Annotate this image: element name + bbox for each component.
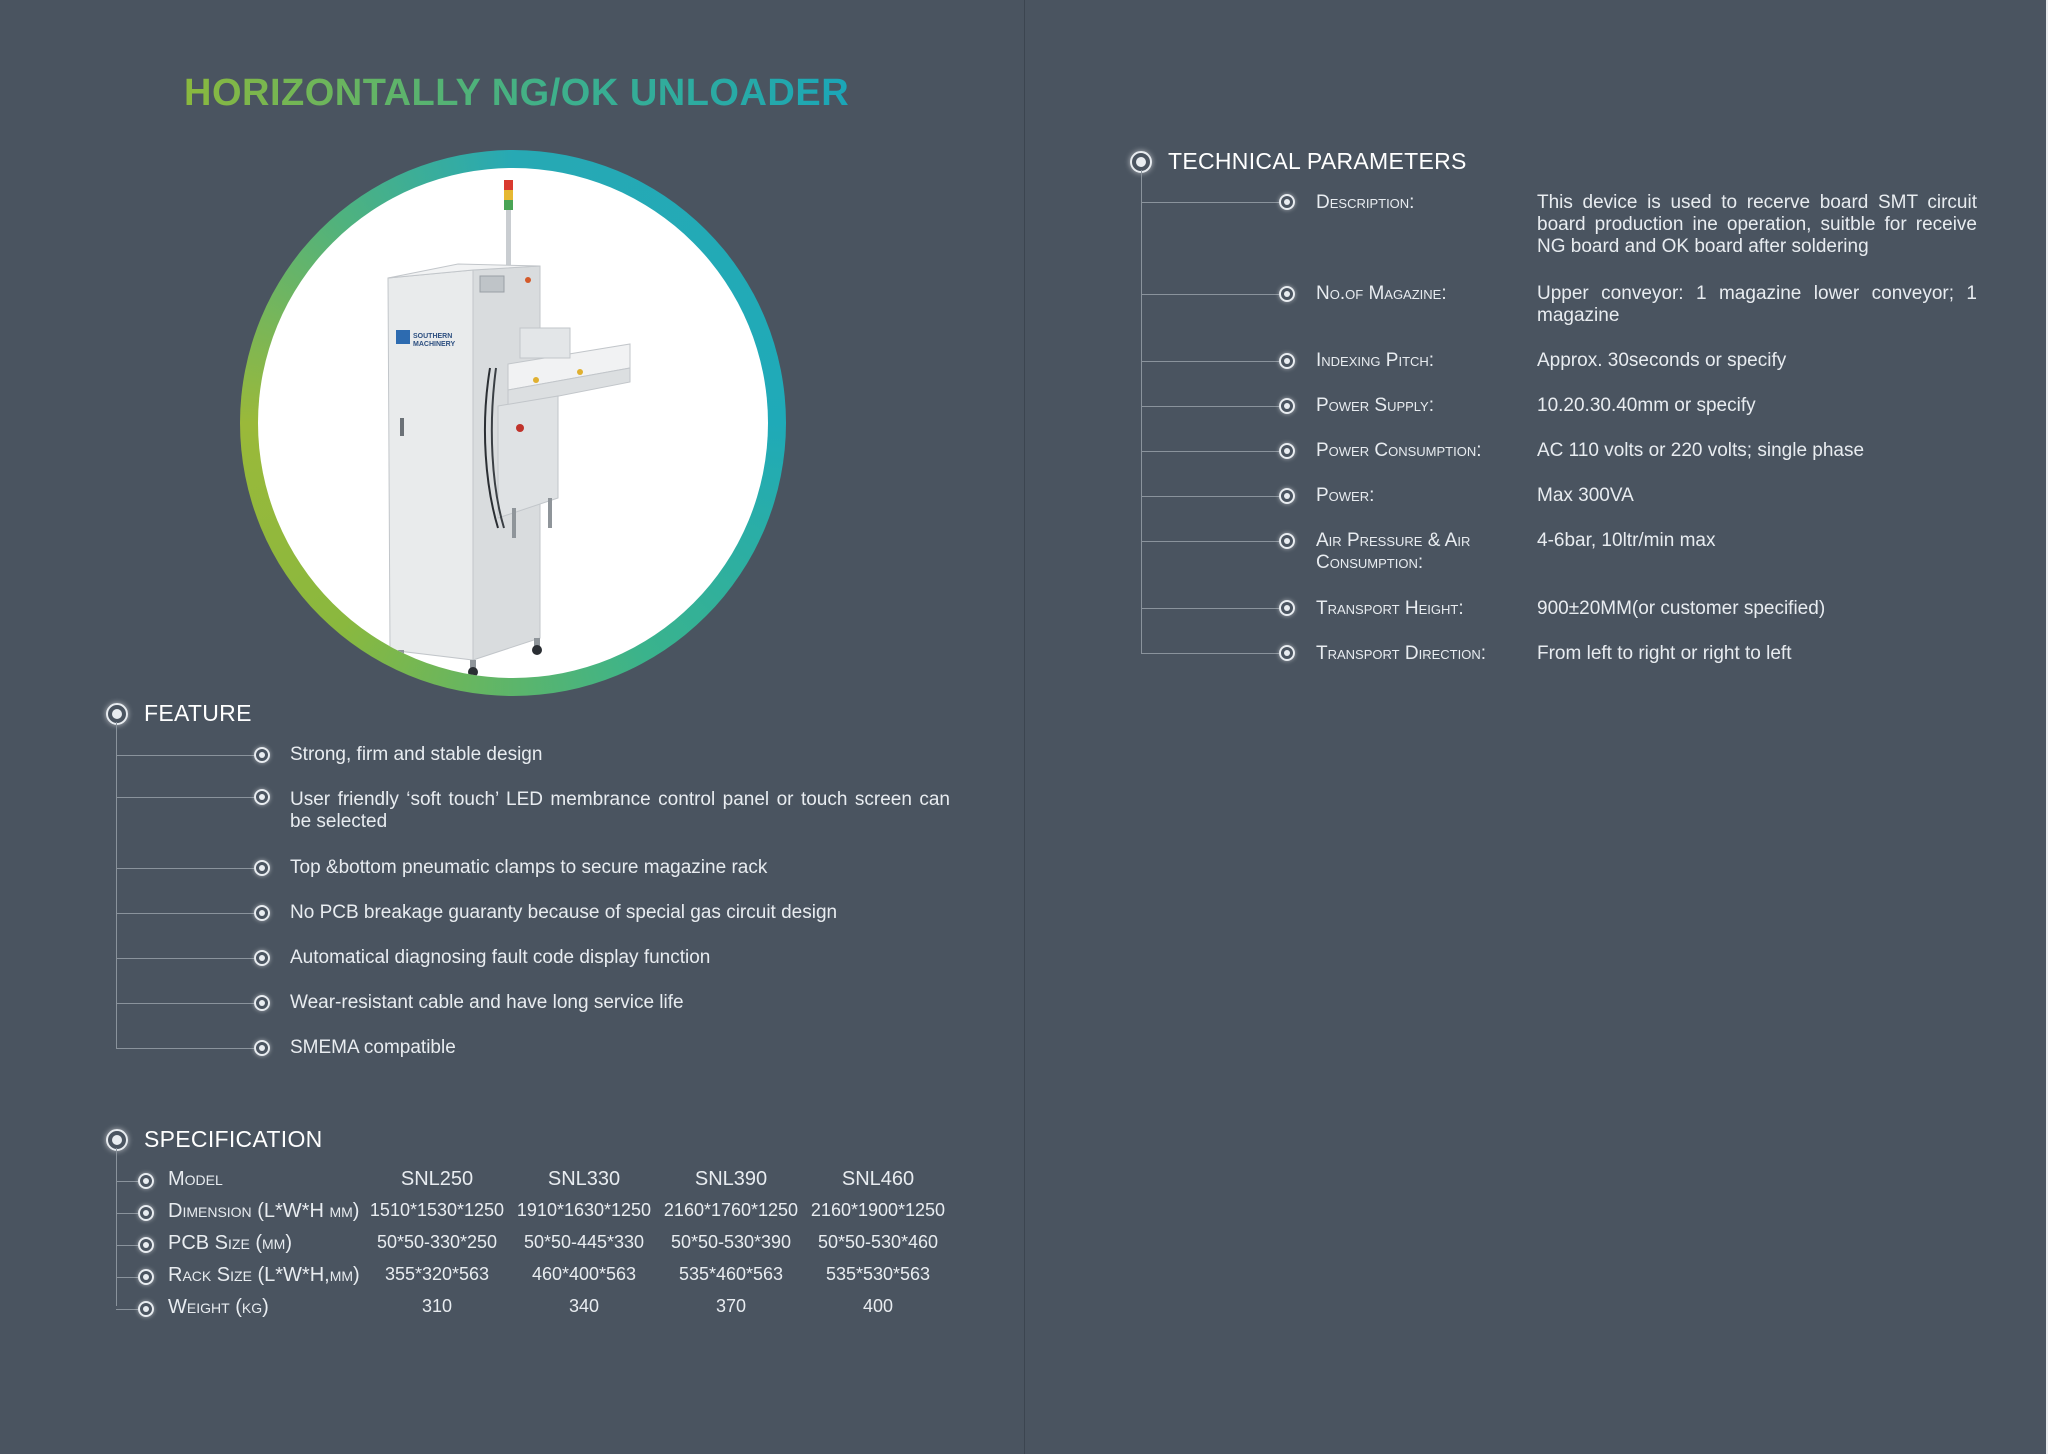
bullet-icon: [254, 789, 270, 805]
param-value: From left to right or right to left: [1537, 643, 1792, 664]
feature-item: Top &bottom pneumatic clamps to secure magazine rack: [290, 857, 768, 878]
bullet-icon: [254, 950, 270, 966]
bullet-icon: [138, 1301, 154, 1317]
bullet-icon: [254, 747, 270, 763]
feature-item: User friendly ‘soft touch’ LED membrance control panel or touch screen can be selected: [290, 789, 950, 832]
bullet-icon: [1279, 398, 1295, 414]
bullet-icon: [1279, 286, 1295, 302]
param-value: 10.20.30.40mm or specify: [1537, 395, 1756, 416]
param-label: Indexing Pitch:: [1316, 350, 1435, 371]
heading-bullet-icon: [106, 703, 128, 725]
param-label: Transport Direction:: [1316, 643, 1486, 664]
param-value: AC 110 volts or 220 volts; single phase: [1537, 440, 1865, 461]
bullet-icon: [138, 1269, 154, 1285]
bullet-icon: [254, 995, 270, 1011]
bullet-icon: [1279, 533, 1295, 549]
feature-item: SMEMA compatible: [290, 1037, 456, 1058]
technical-parameters-heading: TECHNICAL PARAMETERS: [1130, 148, 1467, 175]
bullet-icon: [138, 1237, 154, 1253]
param-value: This device is used to recerve board SMT circuit board production ine operation, suitble for receive NG board and OK board after soldering: [1537, 192, 1977, 257]
feature-heading: FEATURE: [106, 700, 252, 727]
specification-heading: SPECIFICATION: [106, 1126, 323, 1153]
technical-tree-line: [1141, 170, 1142, 653]
bullet-icon: [254, 905, 270, 921]
page-title: HORIZONTALLY NG/OK UNLOADER: [184, 72, 850, 114]
page-fold: [1024, 0, 1025, 1454]
bullet-icon: [254, 1040, 270, 1056]
param-label: Transport Height:: [1316, 598, 1464, 619]
param-label: Air Pressure & Air Consumption:: [1316, 530, 1471, 573]
feature-item: Wear-resistant cable and have long service life: [290, 992, 684, 1013]
feature-item: Automatical diagnosing fault code display function: [290, 947, 711, 968]
svg-text:MACHINERY: MACHINERY: [413, 341, 456, 348]
bullet-icon: [1279, 645, 1295, 661]
param-label: Description:: [1316, 192, 1415, 213]
param-value: Upper conveyor: 1 magazine lower conveyor; 1 magazine: [1537, 283, 1977, 326]
bullet-icon: [1279, 353, 1295, 369]
param-label: Power Consumption:: [1316, 440, 1482, 461]
bullet-icon: [138, 1205, 154, 1221]
param-value: 4-6bar, 10ltr/min max: [1537, 530, 1716, 551]
param-label: No.of Magazine:: [1316, 283, 1447, 304]
param-label: Power Supply:: [1316, 395, 1435, 416]
bullet-icon: [1279, 488, 1295, 504]
feature-tree-line: [116, 722, 117, 1048]
brand-logo-text: SOUTHERN: [413, 333, 453, 340]
unloader-machine-illustration: [258, 168, 768, 678]
product-image: [258, 168, 768, 678]
product-image-frame: [240, 150, 786, 696]
param-value: Max 300VA: [1537, 485, 1634, 506]
param-value: 900±20MM(or customer specified): [1537, 598, 1826, 619]
heading-bullet-icon: [106, 1129, 128, 1151]
feature-item: No PCB breakage guaranty because of special gas circuit design: [290, 902, 838, 923]
bullet-icon: [1279, 194, 1295, 210]
param-value: Approx. 30seconds or specify: [1537, 350, 1787, 371]
bullet-icon: [1279, 600, 1295, 616]
param-label: Power:: [1316, 485, 1375, 506]
spec-tree-line: [116, 1148, 117, 1306]
bullet-icon: [254, 860, 270, 876]
feature-item: Strong, firm and stable design: [290, 744, 543, 765]
bullet-icon: [1279, 443, 1295, 459]
bullet-icon: [138, 1173, 154, 1189]
